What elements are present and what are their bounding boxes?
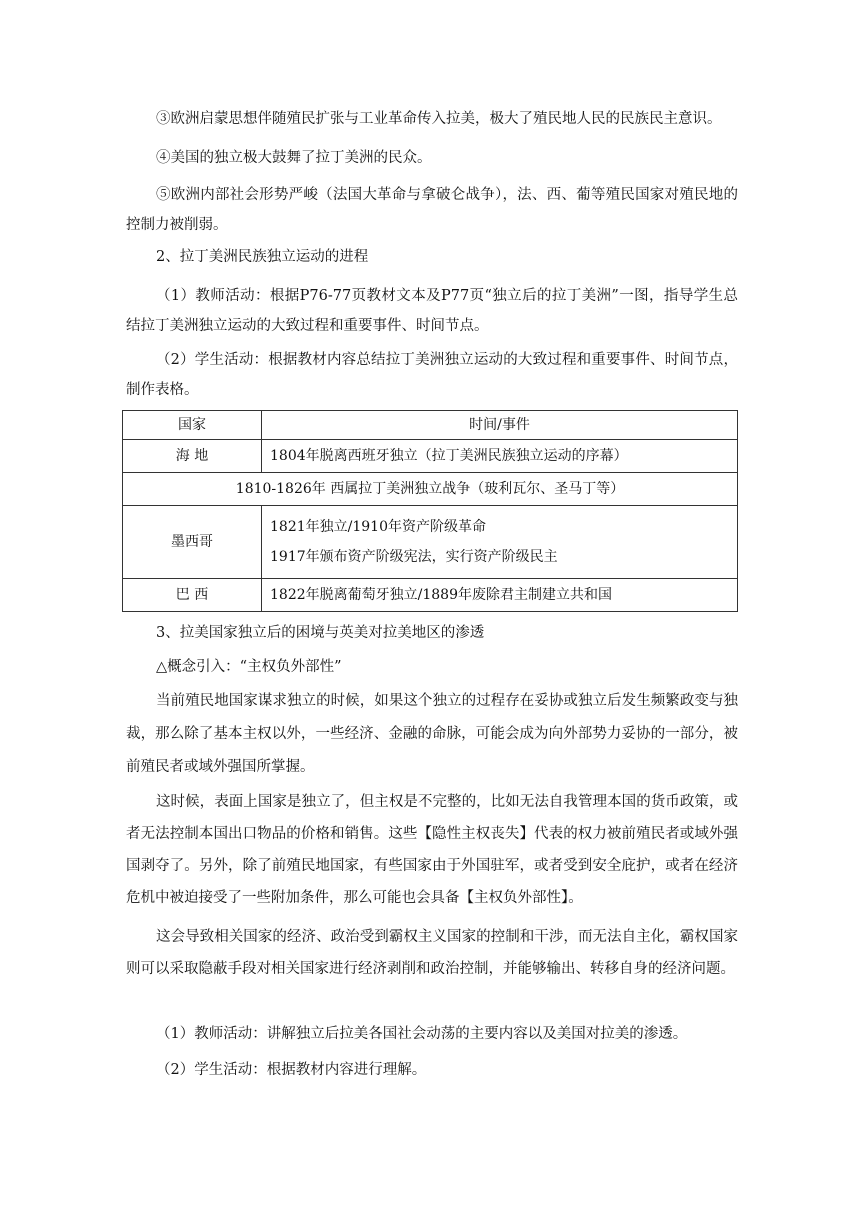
table-row <box>123 506 738 579</box>
concept-intro: △概念引入：“主权负外部性” <box>156 659 342 675</box>
paragraph-student-activity-2: （2）学生活动：根据教材内容进行理解。 <box>156 1062 427 1078</box>
mexico-event-2: 1917年颁布资产阶级宪法，实行资产阶级民主 <box>270 549 558 565</box>
table-row <box>123 473 738 506</box>
mexico-event-1: 1821年独立/1910年资产阶级革命 <box>270 519 486 535</box>
paragraph-concept-3: 这会导致相关国家的经济、政治受到霸权主义国家的控制和干涉，而无法自主化，霸权国家则可以采取隐蔽手段对相关国家进行经济剥削和政治控制，并能够输出、转移自身的经济问题。 <box>126 929 738 977</box>
cell-event-mexico <box>262 506 738 579</box>
independence-table <box>122 410 738 612</box>
section-heading-2: 2、拉丁美洲民族独立运动的进程 <box>156 249 369 265</box>
cell-spanish-war: 1810-1826年 西属拉丁美洲独立战争（玻利瓦尔、圣马丁等） <box>123 473 738 506</box>
cell-country-mexico: 墨西哥 <box>123 506 262 579</box>
header-country: 国家 <box>123 411 262 440</box>
cell-event-haiti: 1804年脱离西班牙独立（拉丁美洲民族独立运动的序幕） <box>262 440 738 473</box>
table-header-row <box>123 411 738 440</box>
paragraph-europe-situation: ⑤欧洲内部社会形势严峻（法国大革命与拿破仑战争），法、西、葡等殖民国家对殖民地的控制力被削弱。 <box>126 187 738 233</box>
paragraph-concept-2: 这时候，表面上国家是独立了，但主权是不完整的，比如无法自我管理本国的货币政策，或者无法控制本国出口物品的价格和销售。这些【隐性主权丧失】代表的权力被前殖民者或域外强国剥夺了。另外，除了前殖民地国家，有些国家由于外国驻军，或者受到安全庇护，或者在经济危机中被迫接受了一些附加条件，那么可能也会具备【主权负外部性】。 <box>126 794 738 906</box>
table-row <box>123 440 738 473</box>
paragraph-teacher-activity-2: （1）教师活动：讲解独立后拉美各国社会动荡的主要内容以及美国对拉美的渗透。 <box>156 1026 688 1042</box>
section-heading-3: 3、拉美国家独立后的困境与英美对拉美地区的渗透 <box>156 625 485 641</box>
paragraph-enlightenment: ③欧洲启蒙思想伴随殖民扩张与工业革命传入拉美，极大了殖民地人民的民族民主意识。 <box>156 111 722 127</box>
table-row <box>123 579 738 612</box>
paragraph-teacher-activity-1: （1）教师活动：根据P76-77页教材文本及P77页“独立后的拉丁美洲”一图，指导学生总结拉丁美洲独立运动的大致过程和重要事件、时间节点。 <box>126 288 738 334</box>
paragraph-us-independence: ④美国的独立极大鼓舞了拉丁美洲的民众。 <box>156 150 432 166</box>
cell-event-brazil: 1822年脱离葡萄牙独立/1889年废除君主制建立共和国 <box>262 579 738 612</box>
header-event: 时间/事件 <box>262 411 738 440</box>
cell-country-brazil: 巴 西 <box>123 579 262 612</box>
cell-country-haiti: 海 地 <box>123 440 262 473</box>
paragraph-concept-1: 当前殖民地国家谋求独立的时候，如果这个独立的过程存在妥协或独立后发生频繁政变与独裁，那么除了基本主权以外，一些经济、金融的命脉，可能会成为向外部势力妥协的一部分，被前殖民者或域外强国所掌握。 <box>126 693 738 775</box>
paragraph-student-activity-1: （2）学生活动：根据教材内容总结拉丁美洲独立运动的大致过程和重要事件、时间节点，制作表格。 <box>126 352 738 398</box>
